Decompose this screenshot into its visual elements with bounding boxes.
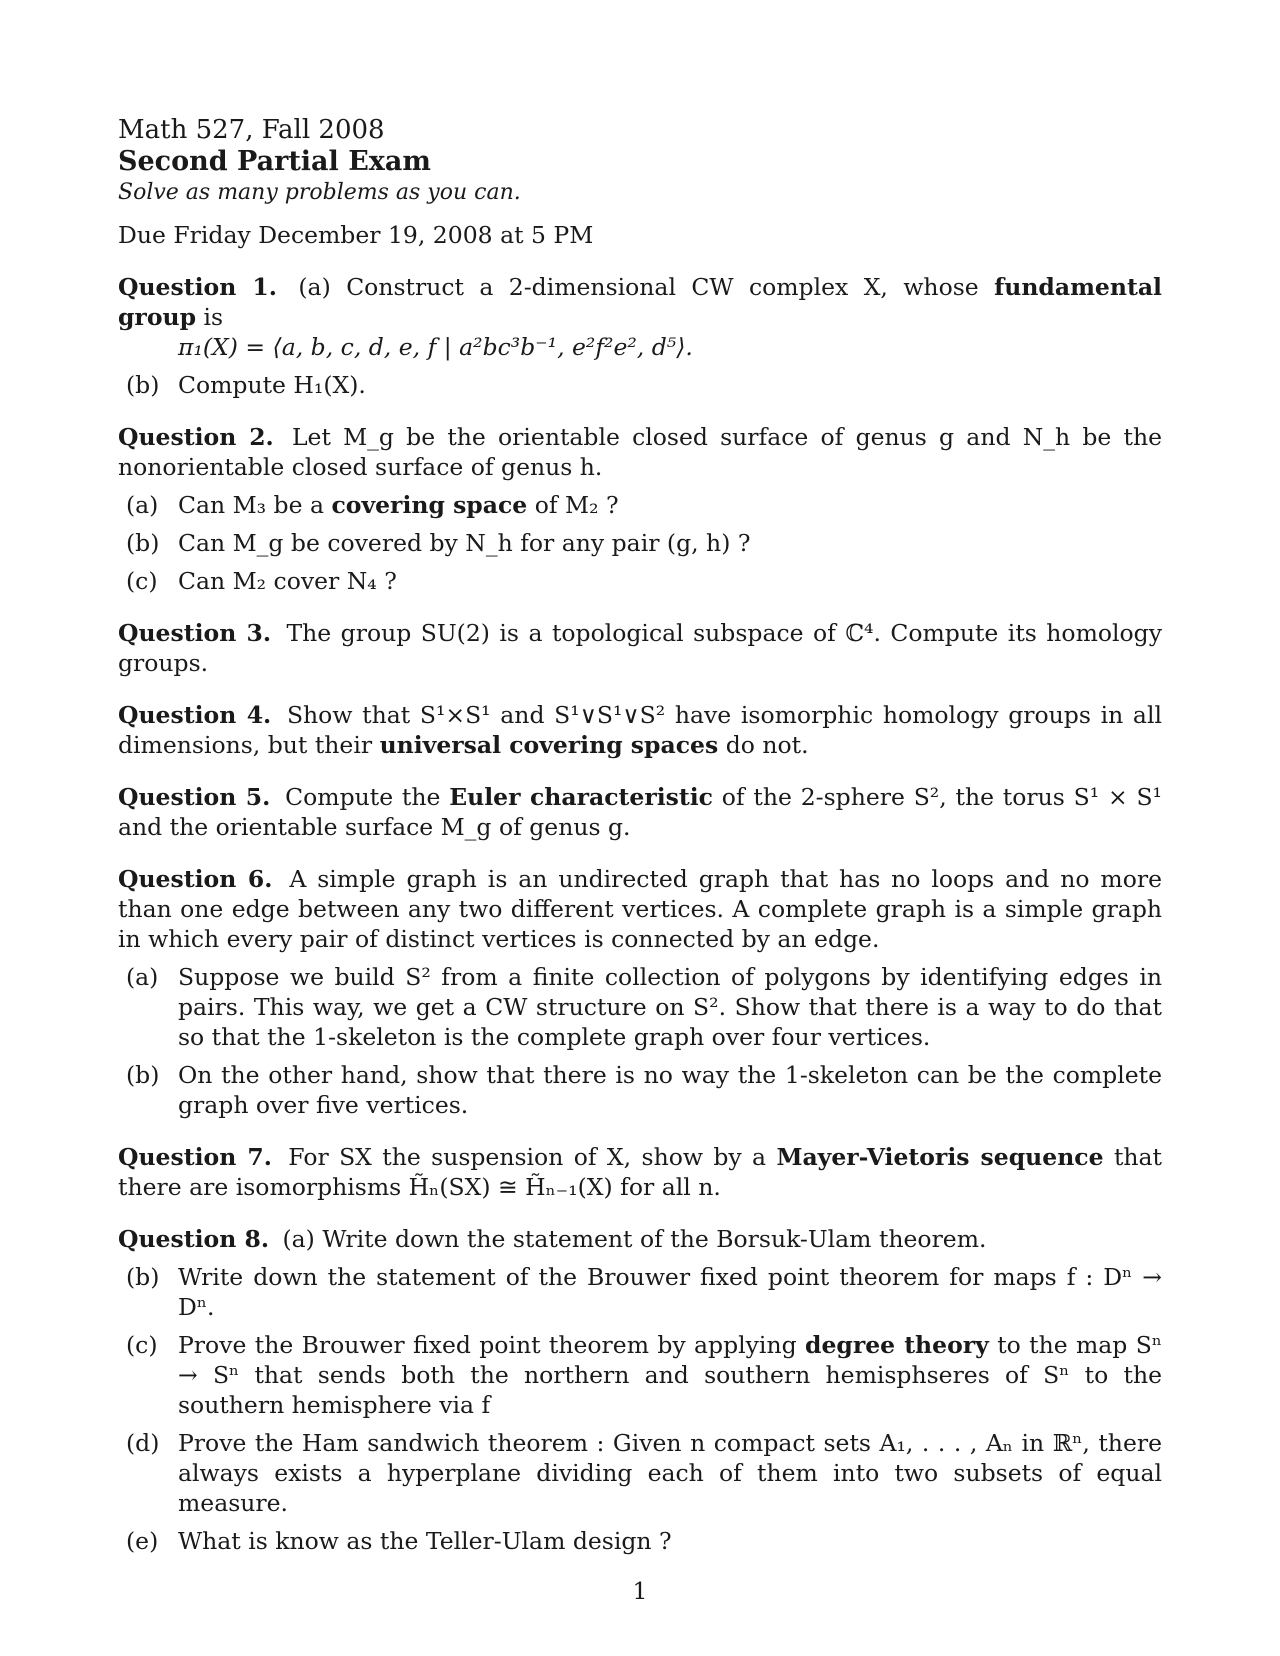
- question-6-b-text: On the other hand, show that there is no way the 1-skeleton can be the complete graph over five vertices.: [178, 1061, 1162, 1119]
- question-1-label: Question 1.: [118, 273, 277, 301]
- question-5: [118, 782, 1162, 842]
- question-8-b-tag: (b): [126, 1263, 160, 1291]
- question-6-a-tag: (a): [126, 963, 159, 991]
- question-2-b-tag: (b): [126, 529, 160, 557]
- question-8-c-text-2: to the map Sⁿ → Sⁿ that sends both the northern and southern hemisphseres of Sⁿ to the southern hemisphere via f: [178, 1331, 1162, 1419]
- question-8-c-bold: degree theory: [805, 1331, 989, 1359]
- question-2-a-text-2: of M₂ ?: [534, 491, 619, 519]
- page-number: 1: [632, 1577, 648, 1605]
- question-4-text-2: do not.: [725, 731, 809, 759]
- question-8-e-tag: (e): [126, 1527, 159, 1555]
- question-4-bold: universal covering spaces: [379, 731, 719, 759]
- question-2-part-c: [118, 566, 1162, 596]
- question-8-part-e: [118, 1526, 1162, 1556]
- exam-instruction: Solve as many problems as you can.: [118, 180, 521, 205]
- question-2-intro: Let M_g be the orientable closed surface of genus g and N_h be the nonorientable closed surface of genus h.: [118, 423, 1162, 481]
- exam-content: [118, 114, 1162, 1556]
- question-7-text-1: For SX the suspension of X, show by a: [288, 1143, 767, 1171]
- question-6-label: Question 6.: [118, 865, 273, 893]
- due-date: Due Friday December 19, 2008 at 5 PM: [118, 221, 594, 249]
- question-2-a-text-1: Can M₃ be a: [178, 491, 324, 519]
- question-8-b-text: Write down the statement of the Brouwer fixed point theorem for maps f : Dⁿ → Dⁿ.: [178, 1263, 1162, 1321]
- question-6: [118, 864, 1162, 1120]
- question-5-bold: Euler characteristic: [449, 783, 713, 811]
- question-2-b-text: Can M_g be covered by N_h for any pair (g, h) ?: [178, 529, 751, 557]
- question-6-intro: A simple graph is an undirected graph that has no loops and no more than one edge between any two different vertices. A complete graph is a simple graph in which every pair of distinct vertices is connected by an edge.: [118, 865, 1162, 953]
- question-8: [118, 1224, 1162, 1556]
- question-7: [118, 1142, 1162, 1202]
- question-2-a-bold: covering space: [331, 491, 528, 519]
- question-5-text-2: of the 2-sphere S², the torus S¹ × S¹ and the orientable surface M_g of genus g.: [118, 783, 1162, 841]
- question-8-part-d: [118, 1428, 1162, 1518]
- question-1-a-text-1: Construct a 2-dimensional CW complex X, whose: [346, 273, 979, 301]
- question-2-part-b: [118, 528, 1162, 558]
- question-8-d-tag: (d): [126, 1429, 160, 1457]
- question-8-part-a: [118, 1224, 1162, 1254]
- question-6-intro-row: [118, 864, 1162, 954]
- question-8-c-text-1: Prove the Brouwer fixed point theorem by applying: [178, 1331, 797, 1359]
- question-3-label: Question 3.: [118, 619, 271, 647]
- exam-title: Second Partial Exam: [118, 146, 431, 177]
- question-1: [118, 272, 1162, 400]
- question-4-label: Question 4.: [118, 701, 272, 729]
- question-1-b-tag: (b): [126, 371, 160, 399]
- question-2-a-tag: (a): [126, 491, 159, 519]
- question-7-label: Question 7.: [118, 1143, 272, 1171]
- question-6-part-b: [118, 1060, 1162, 1120]
- question-5-text-1: Compute the: [285, 783, 441, 811]
- question-7-bold: Mayer-Vietoris sequence: [776, 1143, 1104, 1171]
- question-1-part-b: [118, 370, 1162, 400]
- question-8-part-b: [118, 1262, 1162, 1322]
- question-8-c-tag: (c): [126, 1331, 158, 1359]
- question-5-label: Question 5.: [118, 783, 271, 811]
- question-8-e-text: What is know as the Teller-Ulam design ?: [178, 1527, 672, 1555]
- question-1-a-tag: (a): [298, 273, 331, 301]
- question-8-label: Question 8.: [118, 1225, 269, 1253]
- question-2-intro-row: [118, 422, 1162, 482]
- question-8-a-tag: (a): [282, 1225, 315, 1253]
- question-8-d-text: Prove the Ham sandwich theorem : Given n compact sets A₁, . . . , Aₙ in ℝⁿ, there always exists a hyperplane dividing each of them into two subsets of equal measure.: [178, 1429, 1162, 1517]
- question-6-a-text: Suppose we build S² from a finite collection of polygons by identifying edges in pairs. This way, we get a CW structure on S². Show that there is a way to do that so that the 1-skeleton is the complete graph over four vertices.: [178, 963, 1162, 1051]
- question-2: [118, 422, 1162, 596]
- question-3-text: The group SU(2) is a topological subspace of ℂ⁴. Compute its homology groups.: [118, 619, 1162, 677]
- question-1-part-a: [118, 272, 1162, 332]
- question-2-label: Question 2.: [118, 423, 274, 451]
- question-6-b-tag: (b): [126, 1061, 160, 1089]
- course-title: Math 527, Fall 2008: [118, 115, 385, 145]
- question-3: [118, 618, 1162, 678]
- question-2-c-text: Can M₂ cover N₄ ?: [178, 567, 397, 595]
- question-2-part-a: [118, 490, 1162, 520]
- question-1-b-text: Compute H₁(X).: [178, 371, 366, 399]
- question-1-formula: π₁(X) = ⟨a, b, c, d, e, f | a²bc³b⁻¹, e²f²e², d⁵⟩.: [178, 333, 693, 361]
- question-2-c-tag: (c): [126, 567, 158, 595]
- question-4: [118, 700, 1162, 760]
- question-8-part-c: [118, 1330, 1162, 1420]
- question-6-part-a: [118, 962, 1162, 1052]
- question-4-text-1: Show that S¹×S¹ and S¹∨S¹∨S² have isomorphic homology groups in all dimensions, but their: [118, 701, 1162, 759]
- question-1-a-bold: fundamental group: [118, 273, 1162, 331]
- question-1-a-text-2: is: [203, 303, 224, 331]
- question-7-text-2: that there are isomorphisms H̃ₙ(SX) ≅ H̃ₙ₋₁(X) for all n.: [118, 1143, 1162, 1201]
- question-8-a-text: Write down the statement of the Borsuk-Ulam theorem.: [322, 1225, 987, 1253]
